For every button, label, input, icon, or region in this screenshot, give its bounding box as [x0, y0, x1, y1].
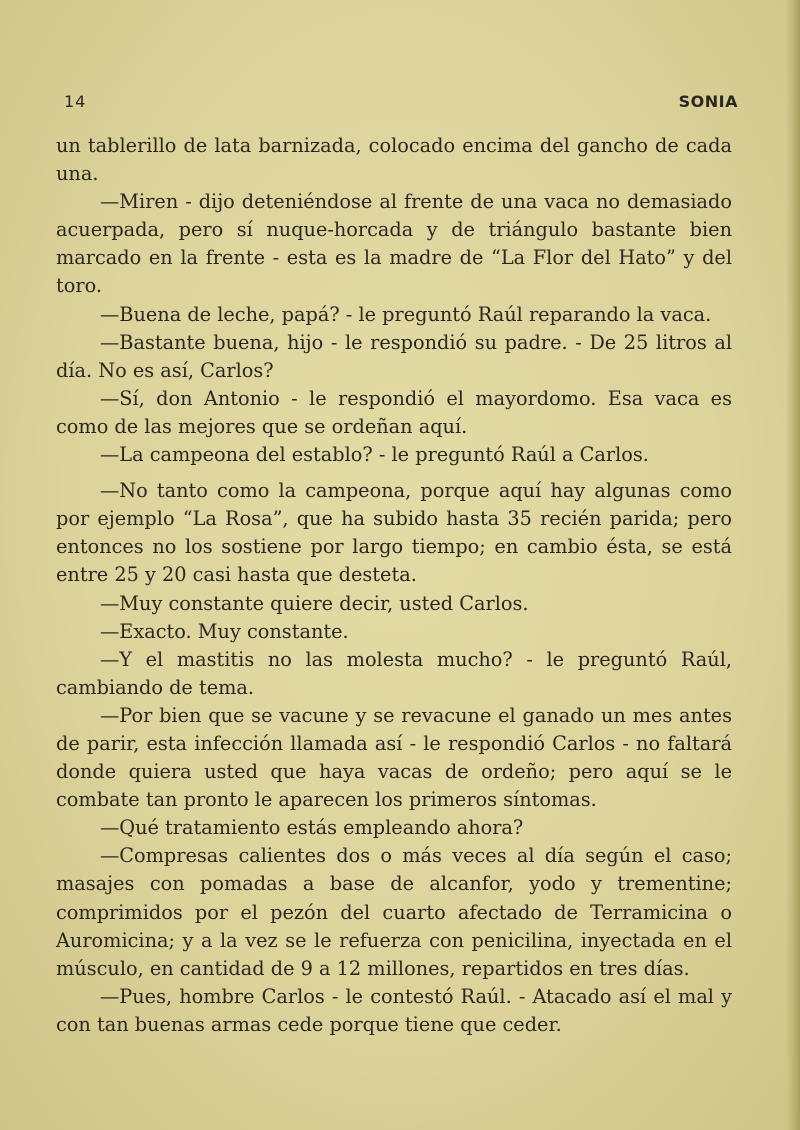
- paragraph: —Muy constante quiere decir, usted Carlos.: [100, 591, 529, 615]
- page-number: 14: [64, 92, 87, 111]
- paragraph: —Exacto. Muy constante.: [100, 619, 349, 643]
- paragraph: —Por bien que se vacune y se revacune el ganado un mes antes de parir, esta infección llamada así - le respondió Carlos - no faltará donde quiera usted que haya vacas de ordeño; pero aquí se le combate tan pronto le aparecen los primeros síntomas.: [56, 703, 732, 812]
- page-header: [64, 92, 738, 116]
- paragraph: —Qué tratamiento estás empleando ahora?: [100, 816, 524, 840]
- paragraph: —Bastante buena, hijo - le respondió su padre. - De 25 litros al día. No es así, Carlos?: [56, 330, 732, 382]
- paragraph: —No tanto como la campeona, porque aquí hay algunas como por ejemplo “La Rosa”, que ha subido hasta 35 recién parida; pero entonces no los sostiene por largo tiempo; en cambio ésta, se está entre 25 y 20 casi hasta que desteta.: [56, 479, 732, 587]
- paragraph: —La campeona del establo? - le preguntó Raúl a Carlos.: [100, 443, 649, 467]
- paragraph: —Miren - dijo deteniéndose al frente de una vaca no demasiado acuerpada, pero sí nuque-horcada y de triángulo bastante bien marcado en la frente - esta es la madre de “La Flor del Hato” y del toro.: [56, 190, 732, 298]
- paragraph: —Sí, don Antonio - le respondió el mayordomo. Esa vaca es como de las mejores que se ordeñan aquí.: [56, 386, 732, 438]
- paragraph: un tablerillo de lata barnizada, colocado encima del gancho de cada una.: [56, 134, 732, 186]
- paragraph: —Buena de leche, papá? - le preguntó Raúl reparando la vaca.: [100, 302, 712, 326]
- running-title: SONIA: [678, 92, 738, 111]
- paragraph: —Y el mastitis no las molesta mucho? - le preguntó Raúl, cambiando de tema.: [56, 647, 732, 699]
- paragraph: —Compresas calientes dos o más veces al día según el caso; masajes con pomadas a base de alcanfor, yodo y trementine; comprimidos por el pezón del cuarto afectado de Terramicina o Auromicina; y a la vez se le refuerza con penicilina, inyectada en el músculo, en cantidad de 9 a 12 millones, repartidos en tres días.: [56, 844, 732, 980]
- paragraph: —Pues, hombre Carlos - le contestó Raúl. - Atacado así el mal y con tan buenas armas cede porque tiene que ceder.: [56, 984, 732, 1036]
- body-text: [56, 132, 732, 1039]
- page-edge-shadow: [786, 0, 800, 1130]
